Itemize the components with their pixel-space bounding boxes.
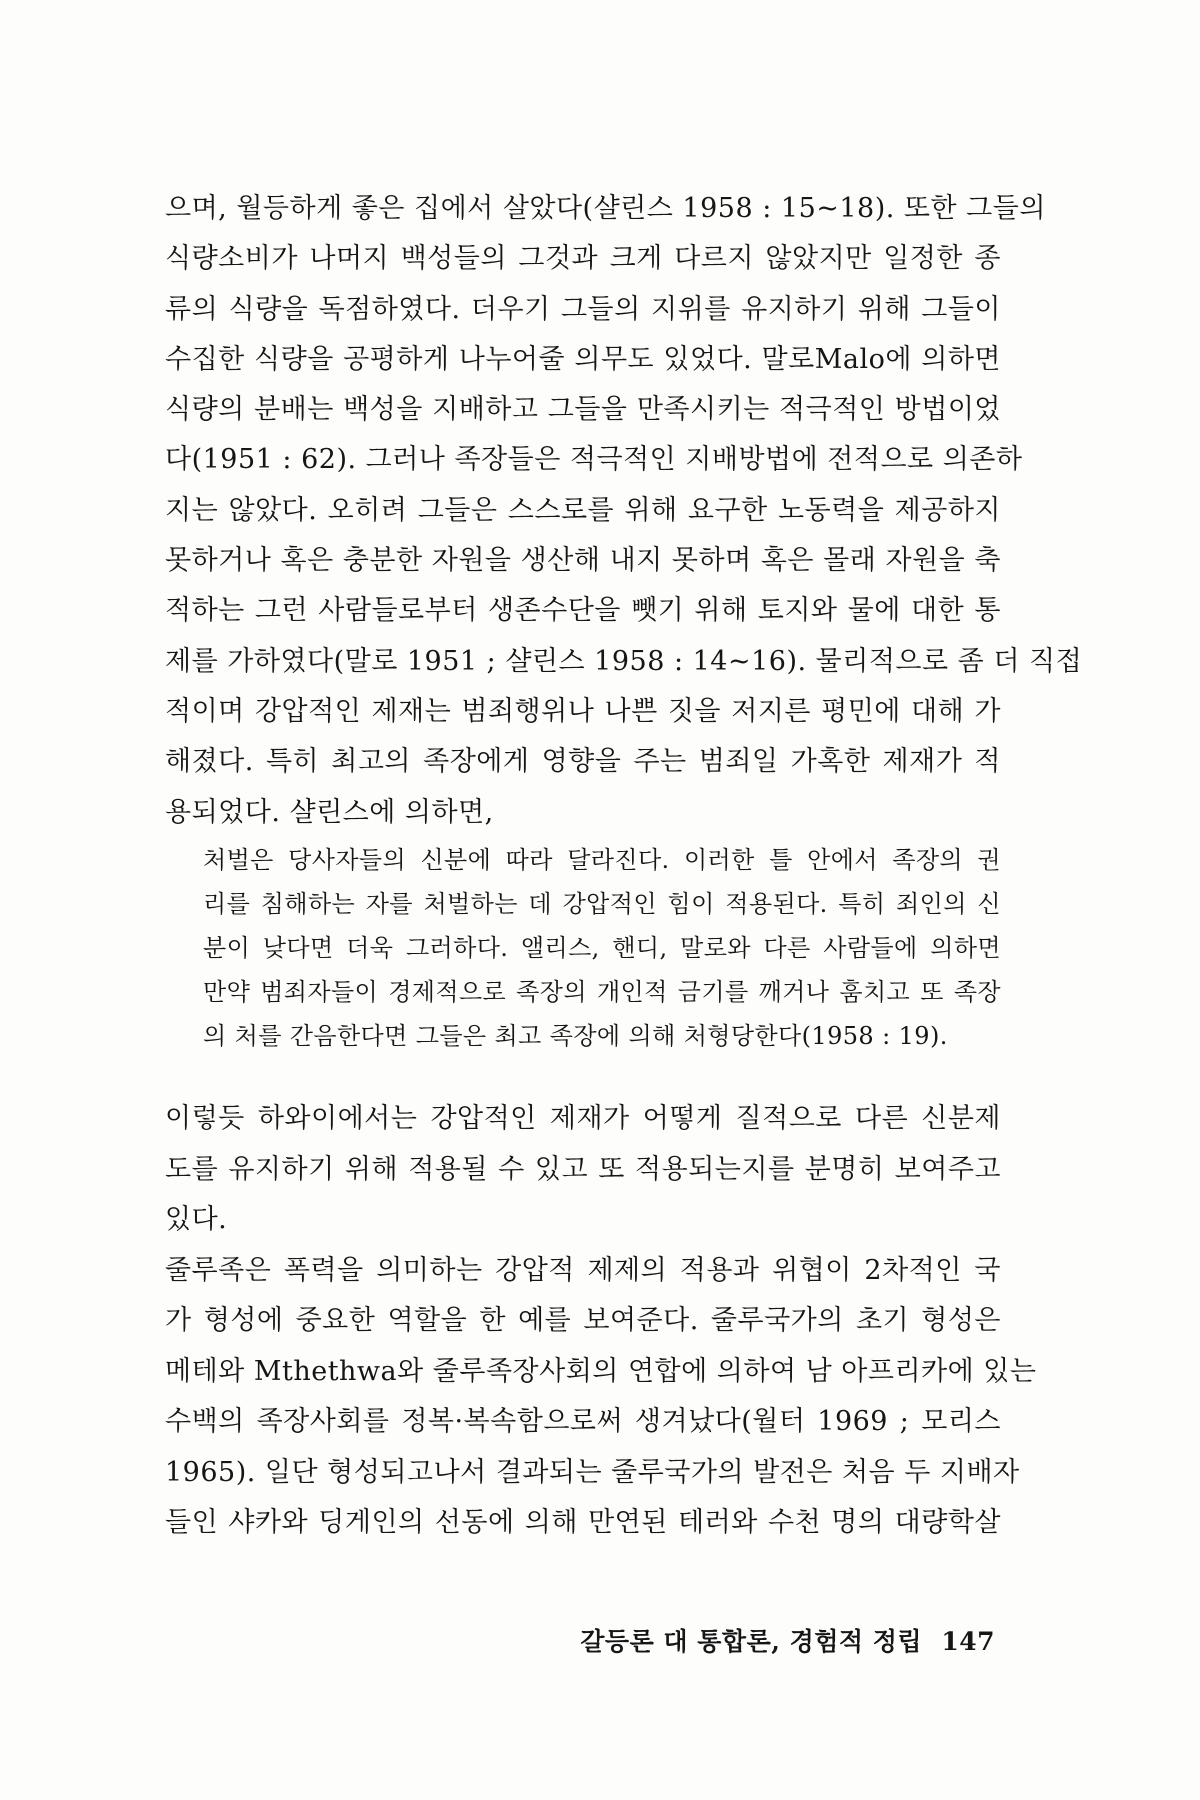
text-line: 메테와 Mthethwa와 줄루족장사회의 연합에 의하여 남 아프리카에 있는 bbox=[165, 1355, 1037, 1387]
text-line: 적이며 강압적인 제재는 범죄행위나 나쁜 짓을 저지른 평민에 대해 가 bbox=[165, 695, 1001, 727]
text-line: 수백의 족장사회를 정복·복속함으로써 생겨났다(월터 1969 ; 모리스 bbox=[165, 1406, 1001, 1437]
text-line: 제를 가하였다(말로 1951 ; 샬린스 1958 : 14~16). 물리적으로 좀 더 직접 bbox=[165, 645, 1083, 677]
text-line: 적하는 그런 사람들로부터 생존수단을 뺏기 위해 토지와 물에 대한 통 bbox=[165, 595, 1001, 627]
text-line: 류의 식량을 독점하였다. 더우기 그들의 지위를 유지하기 위해 그들이 bbox=[165, 293, 1001, 325]
text-line: 있다. bbox=[165, 1204, 228, 1235]
quote-line: 분이 낮다면 더욱 그러하다. 앨리스, 핸디, 말로와 다른 사람들에 의하면 bbox=[203, 934, 1001, 962]
quote-line: 의 처를 간음한다면 그들은 최고 족장에 의해 처형당한다(1958 : 19). bbox=[203, 1022, 948, 1050]
text-line: 용되었다. 샬린스에 의하면, bbox=[165, 796, 494, 828]
text-line: 1965). 일단 형성되고나서 결과되는 줄루국가의 발전은 처음 두 지배자 bbox=[165, 1456, 1020, 1488]
text-line: 줄루족은 폭력을 의미하는 강압적 제제의 적용과 위협이 2차적인 국 bbox=[165, 1254, 1001, 1286]
quote-line: 처벌은 당사자들의 신분에 따라 달라진다. 이러한 틀 안에서 족장의 권 bbox=[203, 846, 1001, 874]
text-line: 식량소비가 나머지 백성들의 그것과 크게 다르지 않았지만 일정한 종 bbox=[165, 243, 1001, 275]
page-footer bbox=[575, 1622, 995, 1658]
body-paragraph-1 bbox=[165, 184, 1083, 838]
quote-line: 만약 범죄자들이 경제적으로 족장의 개인적 금기를 깨거나 훔치고 또 족장 bbox=[203, 978, 1001, 1006]
page-number: 147 bbox=[941, 1627, 995, 1656]
text-line: 다(1951 : 62). 그러나 족장들은 적극적인 지배방법에 전적으로 의존하 bbox=[165, 444, 1023, 476]
text-line: 지는 않았다. 오히려 그들은 스스로를 위해 요구한 노동력을 제공하지 bbox=[165, 494, 1001, 526]
text-line: 수집한 식량을 공평하게 나누어줄 의무도 있었다. 말로Malo에 의하면 bbox=[165, 343, 1001, 375]
body-paragraph-2 bbox=[165, 1094, 1037, 1549]
text-line: 가 형성에 중요한 역할을 한 예를 보여준다. 줄루국가의 초기 형성은 bbox=[165, 1305, 1001, 1336]
text-line: 이렇듯 하와이에서는 강압적인 제재가 어떻게 질적으로 다른 신분제 bbox=[165, 1103, 1001, 1134]
block-quote bbox=[203, 838, 1001, 1058]
text-line: 도를 유지하기 위해 적용될 수 있고 또 적용되는지를 분명히 보여주고 bbox=[165, 1153, 1001, 1185]
text-line: 식량의 분배는 백성을 지배하고 그들을 만족시키는 적극적인 방법이었 bbox=[165, 394, 1001, 426]
running-title: 갈등론 대 통합론, 경험적 정립 bbox=[580, 1627, 923, 1656]
text-line: 으며, 월등하게 좋은 집에서 살았다(샬린스 1958 : 15~18). 또한 그들의 bbox=[165, 193, 1046, 224]
quote-line: 리를 침해하는 자를 처벌하는 데 강압적인 힘이 적용된다. 특히 죄인의 신 bbox=[203, 890, 1001, 918]
text-line: 들인 샤카와 딩게인의 선동에 의해 만연된 테러와 수천 명의 대량학살 bbox=[165, 1507, 1001, 1538]
text-line: 못하거나 혹은 충분한 자원을 생산해 내지 못하며 혹은 몰래 자원을 축 bbox=[165, 545, 1001, 577]
text-line: 해졌다. 특히 최고의 족장에게 영향을 주는 범죄일 가혹한 제재가 적 bbox=[165, 746, 1001, 778]
